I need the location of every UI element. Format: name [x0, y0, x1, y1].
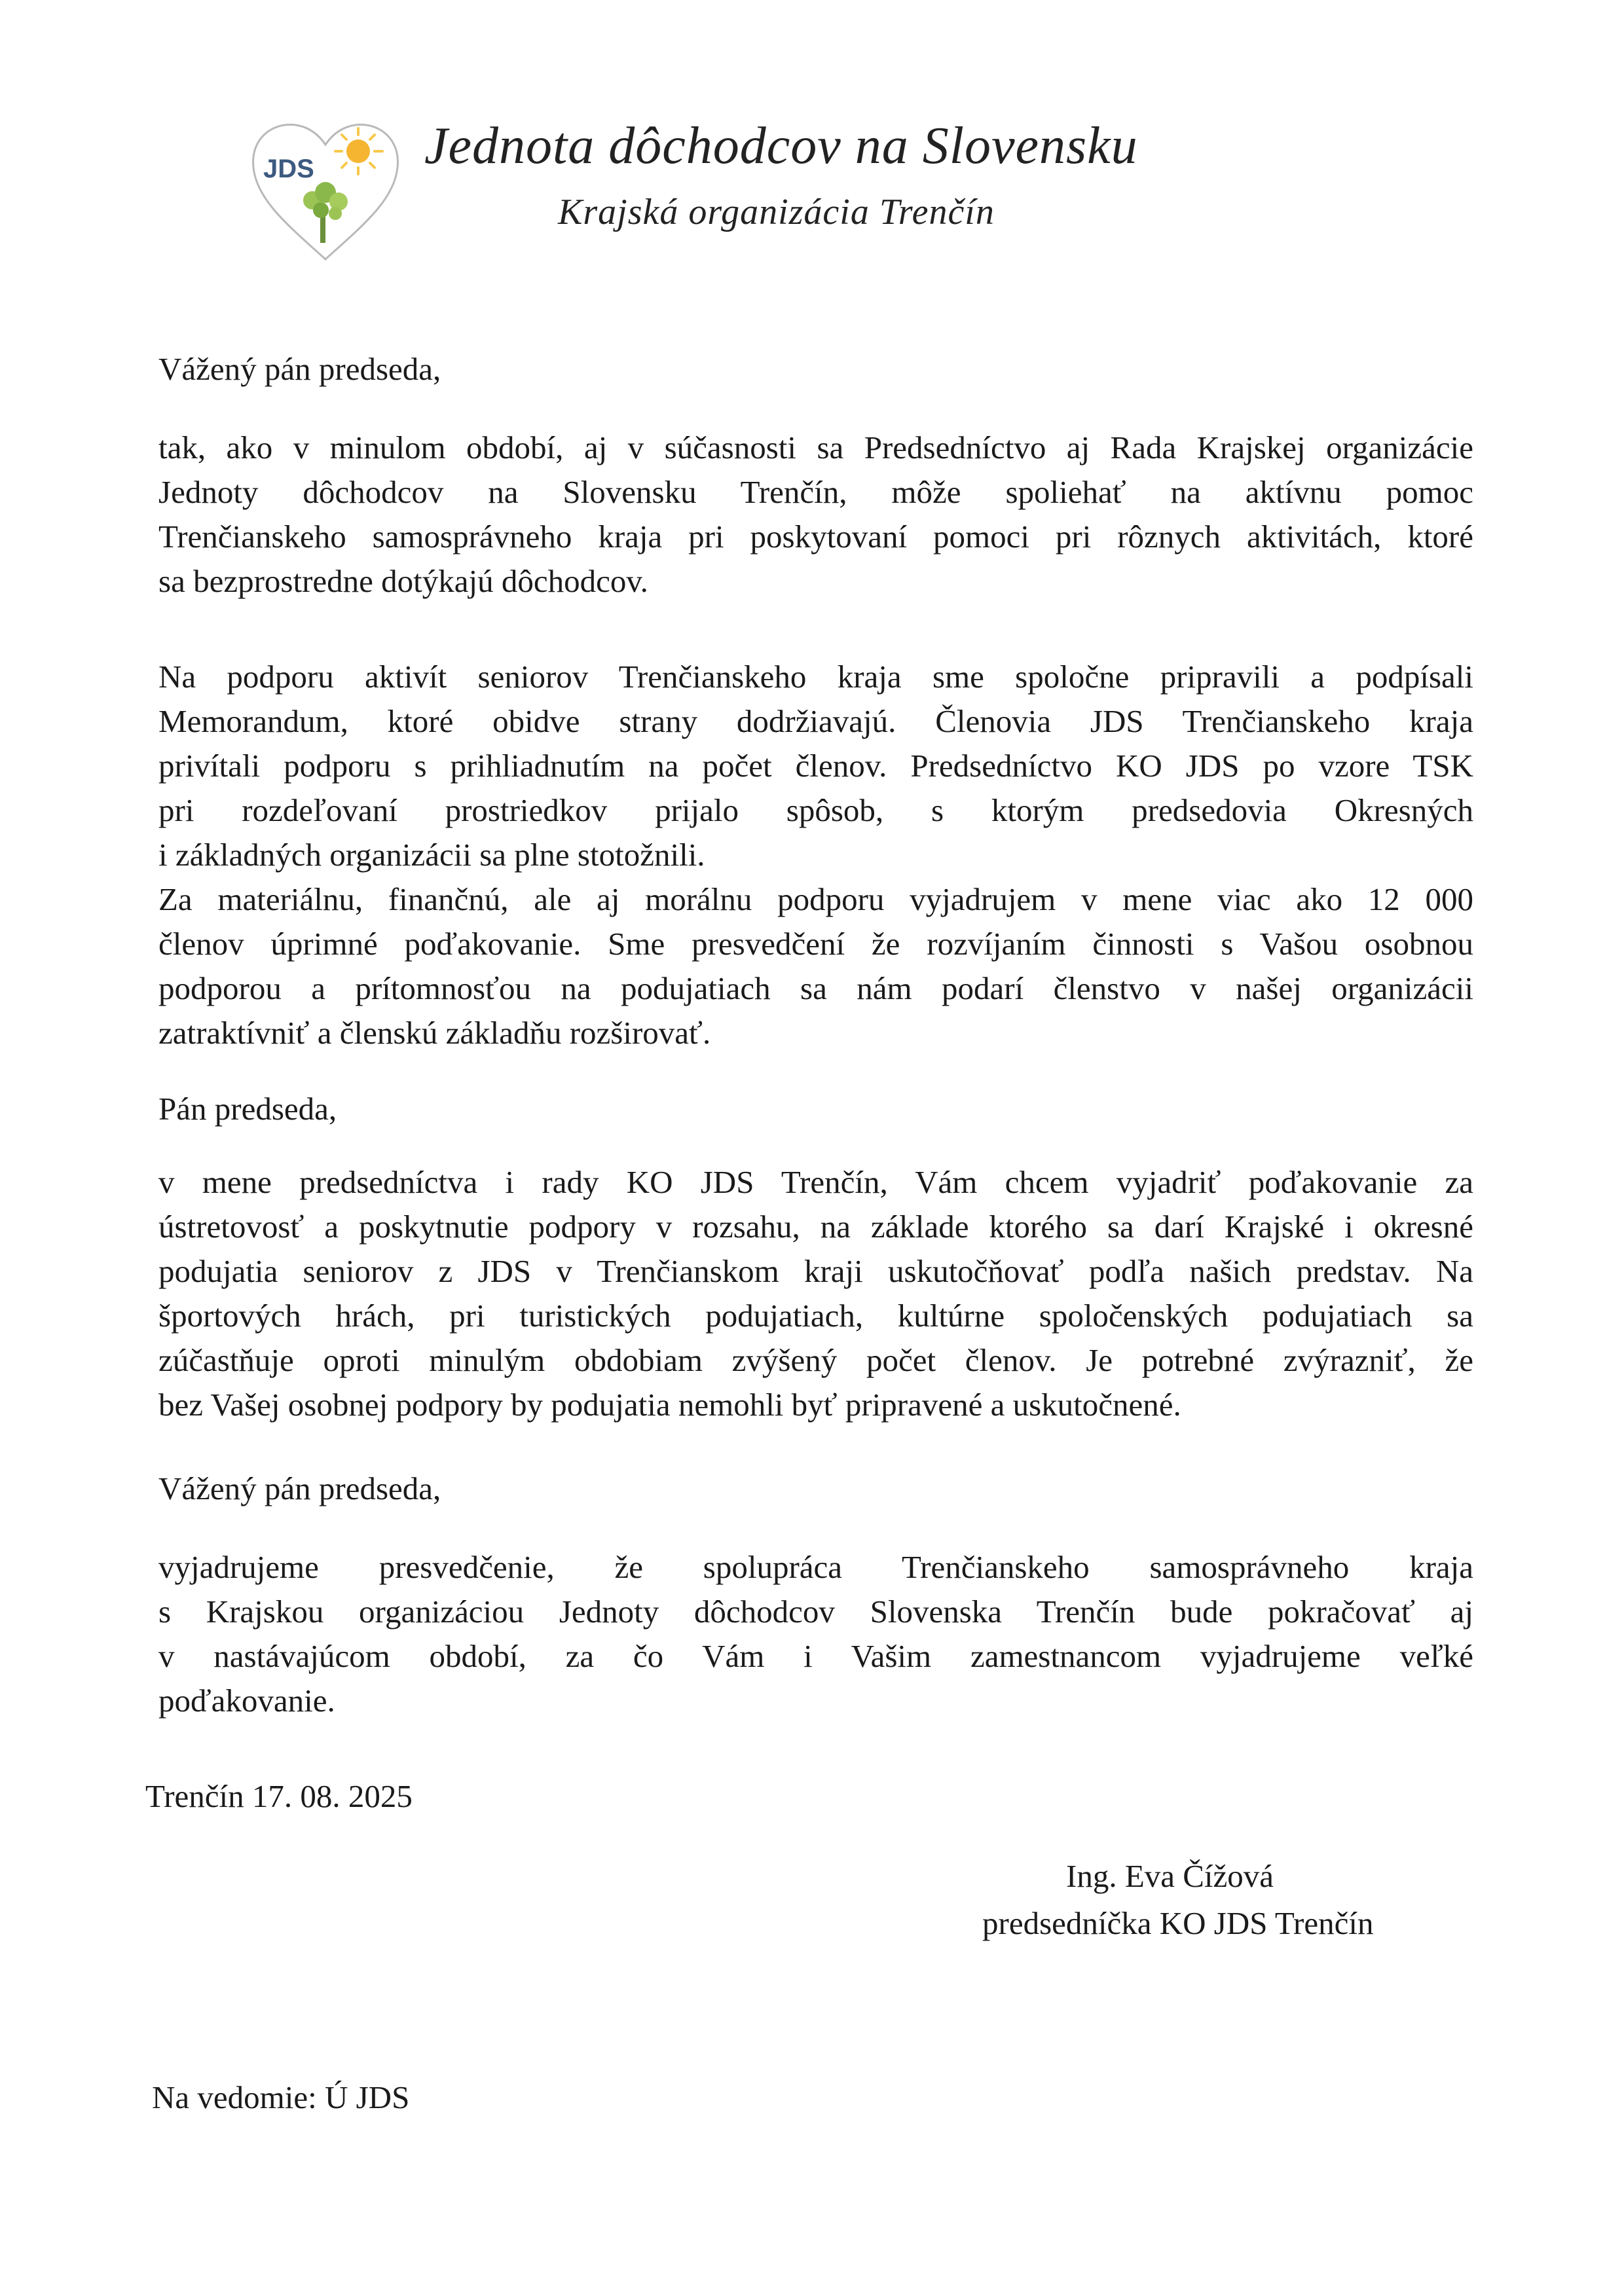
paragraph-line: v mene predsedníctva i rady KO JDS Trenčín, Vám chcem vyjadriť poďakovanie za — [158, 1164, 1473, 1200]
tree-icon — [303, 182, 348, 243]
logo-text: JDS — [263, 155, 314, 183]
paragraph-line: tak, ako v minulom období, aj v súčasnosti sa Predsedníctvo aj Rada Krajskej organizácie — [158, 429, 1473, 465]
paragraph-line: v nastávajúcom období, za čo Vám i Vašim zamestnancom vyjadrujeme veľké — [158, 1638, 1473, 1674]
paragraph-4 — [158, 1545, 1473, 1723]
paragraph-line: pri rozdeľovaní prostriedkov prijalo spôsob, s ktorým predsedovia Okresných — [158, 792, 1473, 828]
letter-date: Trenčín 17. 08. 2025 — [145, 1778, 413, 1814]
paragraph-line: s Krajskou organizáciou Jednoty dôchodcov Slovenska Trenčín bude pokračovať aj — [158, 1594, 1473, 1630]
paragraph-line: Za materiálnu, finančnú, ale aj morálnu podporu vyjadrujem v mene viac ako 12 000 — [158, 881, 1473, 917]
paragraph-line: podujatia seniorov z JDS v Trenčianskom kraji uskutočňovať podľa našich predstav. Na — [158, 1253, 1473, 1289]
paragraph-line: Memorandum, ktoré obidve strany dodržiavajú. Členovia JDS Trenčianskeho kraja — [158, 703, 1473, 739]
paragraph-line: Na podporu aktivít seniorov Trenčianskeho kraja sme spoločne pripravili a podpísali — [158, 659, 1473, 695]
paragraph-3 — [158, 1160, 1473, 1427]
sun-icon — [335, 128, 382, 174]
salutation-3: Vážený pán predseda, — [158, 1470, 441, 1506]
paragraph-line: vyjadrujeme presvedčenie, že spolupráca Trenčianskeho samosprávneho kraja — [158, 1549, 1473, 1585]
organization-unit: Krajská organizácia Trenčín — [558, 192, 995, 232]
paragraph-line: zúčastňuje oproti minulým obdobiam zvýšený počet členov. Je potrebné zvýrazniť, že — [158, 1342, 1473, 1378]
paragraph-line: zatraktívniť a členskú základňu rozširovať. — [158, 1015, 711, 1051]
jds-logo — [244, 115, 407, 266]
paragraph-line: sa bezprostredne dotýkajú dôchodcov. — [158, 563, 648, 599]
signatory-name: Ing. Eva Čížová — [1066, 1858, 1274, 1894]
paragraph-line: ústretovosť a poskytnutie podpory v rozsahu, na základe ktorého sa darí Krajské i okresné — [158, 1209, 1473, 1245]
paragraph-line: bez Vašej osobnej podpory by podujatia nemohli byť pripravené a uskutočnené. — [158, 1387, 1181, 1423]
paragraph-line: privítali podporu s prihliadnutím na počet členov. Predsedníctvo KO JDS po vzore TSK — [158, 748, 1473, 784]
signatory-role: predsedníčka KO JDS Trenčín — [982, 1905, 1374, 1941]
paragraph-line: i základných organizácii sa plne stotožnili. — [158, 837, 705, 873]
salutation-2: Pán predseda, — [158, 1091, 337, 1127]
cc-note: Na vedomie: Ú JDS — [152, 2079, 410, 2115]
paragraph-2 — [158, 655, 1473, 1055]
paragraph-line: podporou a prítomnosťou na podujatiach sa nám podarí členstvo v našej organizácii — [158, 970, 1473, 1006]
paragraph-line: Jednoty dôchodcov na Slovensku Trenčín, môže spoliehať na aktívnu pomoc — [158, 474, 1473, 510]
paragraph-line: športových hrách, pri turistických podujatiach, kultúrne spoločenských podujatiach sa — [158, 1298, 1473, 1334]
paragraph-line: Trenčianskeho samosprávneho kraja pri poskytovaní pomoci pri rôznych aktivitách, ktoré — [158, 519, 1473, 555]
salutation-1: Vážený pán predseda, — [158, 351, 441, 387]
paragraph-1 — [158, 426, 1473, 604]
organization-name: Jednota dôchodcov na Slovensku — [424, 117, 1138, 175]
paragraph-line: členov úprimné poďakovanie. Sme presvedčení že rozvíjaním činnosti s Vašou osobnou — [158, 926, 1473, 962]
signature-block — [982, 1853, 1373, 1947]
paragraph-line: poďakovanie. — [158, 1683, 335, 1719]
